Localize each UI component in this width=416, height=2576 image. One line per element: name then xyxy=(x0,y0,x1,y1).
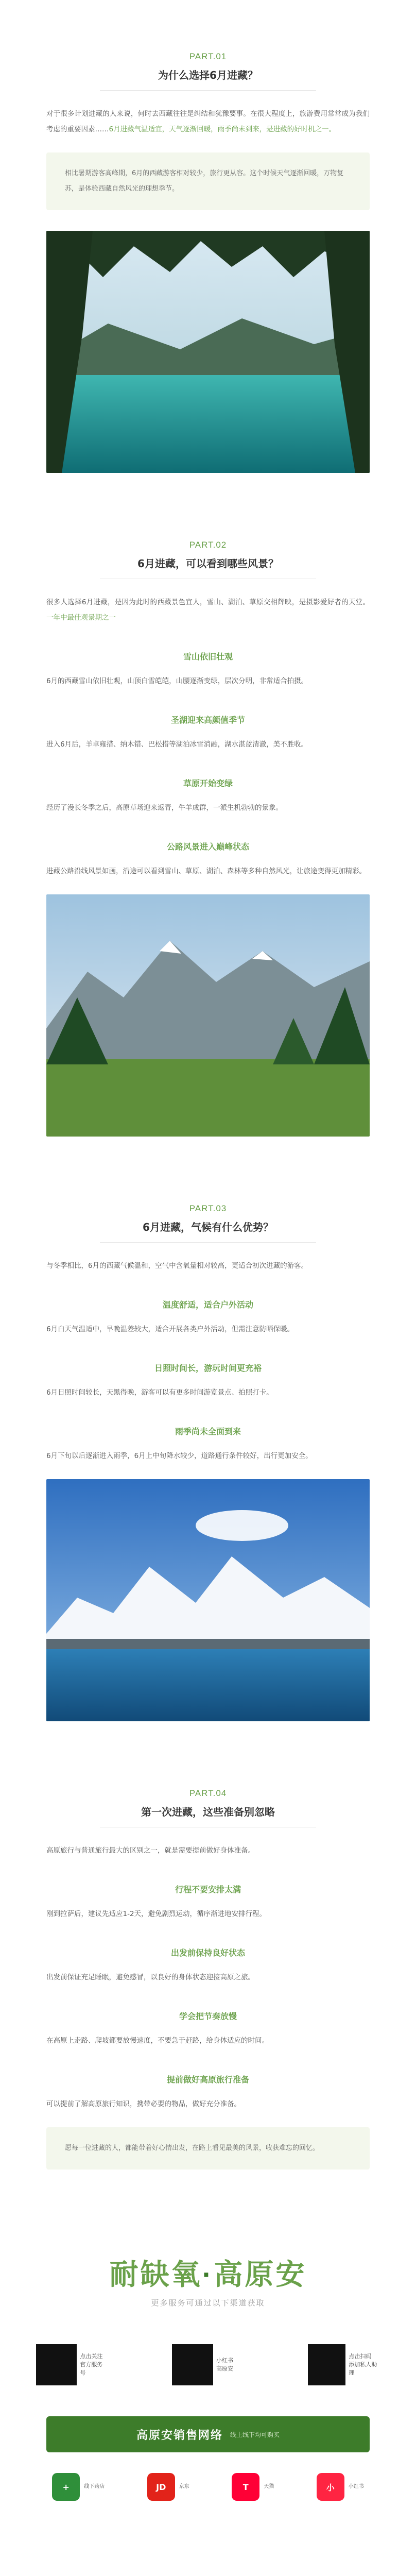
store-pharmacy[interactable]: + 线下药店 xyxy=(52,2473,105,2501)
store-title: 高原安销售网络 xyxy=(136,2429,223,2442)
paragraph: 6月下旬以后逐渐进入雨季，6月上中旬降水较少，道路通行条件较好，出行更加安全。 xyxy=(46,1452,313,1460)
qr-assistant[interactable] xyxy=(308,2344,380,2385)
mountain-meadow-photo xyxy=(46,894,370,1137)
part-title: 6月进藏，气候有什么优势？ xyxy=(46,1219,370,1243)
store-jd[interactable]: JD 京东 xyxy=(147,2473,189,2501)
store-tmall[interactable]: T 天猫 xyxy=(232,2473,274,2501)
part-label: PART.02 xyxy=(189,540,227,550)
brand-subtitle: 更多服务可通过以下渠道获取 xyxy=(151,2298,265,2308)
qr-caption: 点击扫码 添加私人助理 xyxy=(349,2353,377,2376)
lake-forest-photo xyxy=(46,231,370,473)
paragraph: 很多人选择6月进藏，是因为此时的西藏景色宜人，雪山、湖泊、草原交相辉映，是摄影爱好者的天堂。一年中最佳观景期之一 xyxy=(46,598,370,622)
paragraph: 在高原上走路、爬坡都要放慢速度，不要急于赶路，给身体适应的时间。 xyxy=(46,2037,269,2045)
paragraph: 经历了漫长冬季之后，高原草场迎来返青，牛羊成群，一派生机勃勃的景象。 xyxy=(46,804,283,812)
qr-caption: 点击关注 官方服务号 xyxy=(80,2353,103,2376)
subheading: 圣湖迎来高颜值季节 xyxy=(170,715,245,725)
store-subtitle: 线上线下均可购买 xyxy=(230,2431,280,2438)
store-network-banner xyxy=(46,2416,370,2452)
snow-mountain-lake-photo xyxy=(46,1479,370,1721)
part-title: 第一次进藏，这些准备别忽略 xyxy=(46,1804,370,1827)
part-1-section xyxy=(0,0,416,473)
paragraph: 出发前保证充足睡眠，避免感冒，以良好的身体状态迎接高原之旅。 xyxy=(46,1973,255,1981)
jd-icon: JD xyxy=(147,2473,175,2501)
part-4-section xyxy=(0,1737,416,2170)
qr-code-row xyxy=(0,2329,416,2401)
quote-box: 愿每一位进藏的人，都能带着好心情出发，在路上看见最美的风景，收获难忘的回忆。 xyxy=(46,2127,370,2170)
qr-code-icon xyxy=(308,2344,345,2385)
subheading: 雨季尚未全面到来 xyxy=(175,1427,241,1436)
qr-caption: 小红书 高原安 xyxy=(216,2357,233,2372)
tmall-icon: T xyxy=(232,2473,259,2501)
footer xyxy=(0,2190,416,2521)
qr-code-icon xyxy=(36,2344,77,2385)
part-label: PART.03 xyxy=(189,1204,227,1213)
qr-xiaohongshu[interactable] xyxy=(172,2344,244,2385)
subheading: 草原开始变绿 xyxy=(183,778,233,788)
part-label: PART.04 xyxy=(189,1788,227,1798)
paragraph: 与冬季相比，6月的西藏气候温和，空气中含氧量相对较高，更适合初次进藏的游客。 xyxy=(46,1262,308,1270)
part-title: 为什么选择6月进藏？ xyxy=(46,67,370,91)
store-xiaohongshu[interactable]: 小 小红书 xyxy=(317,2473,364,2501)
part-3-section xyxy=(0,1152,416,1721)
subheading: 行程不要安排太满 xyxy=(175,1885,241,1894)
pharmacy-icon: + xyxy=(52,2473,80,2501)
part-2-section xyxy=(0,488,416,1137)
xiaohongshu-icon: 小 xyxy=(317,2473,344,2501)
subheading: 出发前保持良好状态 xyxy=(170,1948,245,1958)
brand-logo: 耐缺氧·高原安 xyxy=(109,2258,307,2291)
subheading: 公路风景进入巅峰状态 xyxy=(166,842,249,852)
paragraph: 进藏公路沿线风景如画，沿途可以看到雪山、草原、湖泊、森林等多种自然风光，让旅途变得更加精彩。 xyxy=(46,867,366,875)
paragraph: 对于很多计划进藏的人来说，何时去西藏往往是纠结和犹豫要事。在很大程度上，旅游费用常常成为我们考虑的重要因素……6月进藏气温适宜，天气逐渐回暖，雨季尚未到来，是进藏的好时机之一。 xyxy=(46,110,370,133)
quote-box: 相比暑期游客高峰期，6月的西藏游客相对较少，旅行更从容。这个时候天气逐渐回暖，万物复苏，是体验西藏自然风光的理想季节。 xyxy=(46,152,370,210)
paragraph: 6月日照时间较长，天黑得晚，游客可以有更多时间游览景点、拍照打卡。 xyxy=(46,1388,273,1397)
paragraph: 6月的西藏雪山依旧壮观，山顶白雪皑皑，山腰逐渐变绿，层次分明，非常适合拍摄。 xyxy=(46,677,308,685)
paragraph: 6月白天气温适中，早晚温差较大，适合开展各类户外活动，但需注意防晒保暖。 xyxy=(46,1325,294,1333)
qr-code-icon xyxy=(172,2344,213,2385)
part-title: 6月进藏，可以看到哪些风景？ xyxy=(46,555,370,579)
store-icons-row xyxy=(0,2463,416,2521)
subheading: 温度舒适，适合户外活动 xyxy=(162,1300,253,1310)
paragraph: 高原旅行与普通旅行最大的区别之一，就是需要提前做好身体准备。 xyxy=(46,1846,255,1855)
part-label: PART.01 xyxy=(189,52,227,61)
qr-service-account[interactable] xyxy=(36,2344,108,2385)
subheading: 提前做好高原旅行准备 xyxy=(166,2075,249,2084)
subheading: 学会把节奏放慢 xyxy=(179,2011,237,2021)
subheading: 雪山依旧壮观 xyxy=(183,652,233,662)
paragraph: 可以提前了解高原旅行知识，携带必要的物品，做好充分准备。 xyxy=(46,2100,241,2108)
paragraph: 刚到拉萨后，建议先适应1-2天，避免剧烈运动，循序渐进地安排行程。 xyxy=(46,1910,267,1918)
subheading: 日照时间长，游玩时间更充裕 xyxy=(154,1363,262,1373)
brand-block xyxy=(0,2190,416,2329)
paragraph: 进入6月后，羊卓雍措、纳木错、巴松措等湖泊冰雪消融，湖水湛蓝清澈，美不胜收。 xyxy=(46,740,308,749)
